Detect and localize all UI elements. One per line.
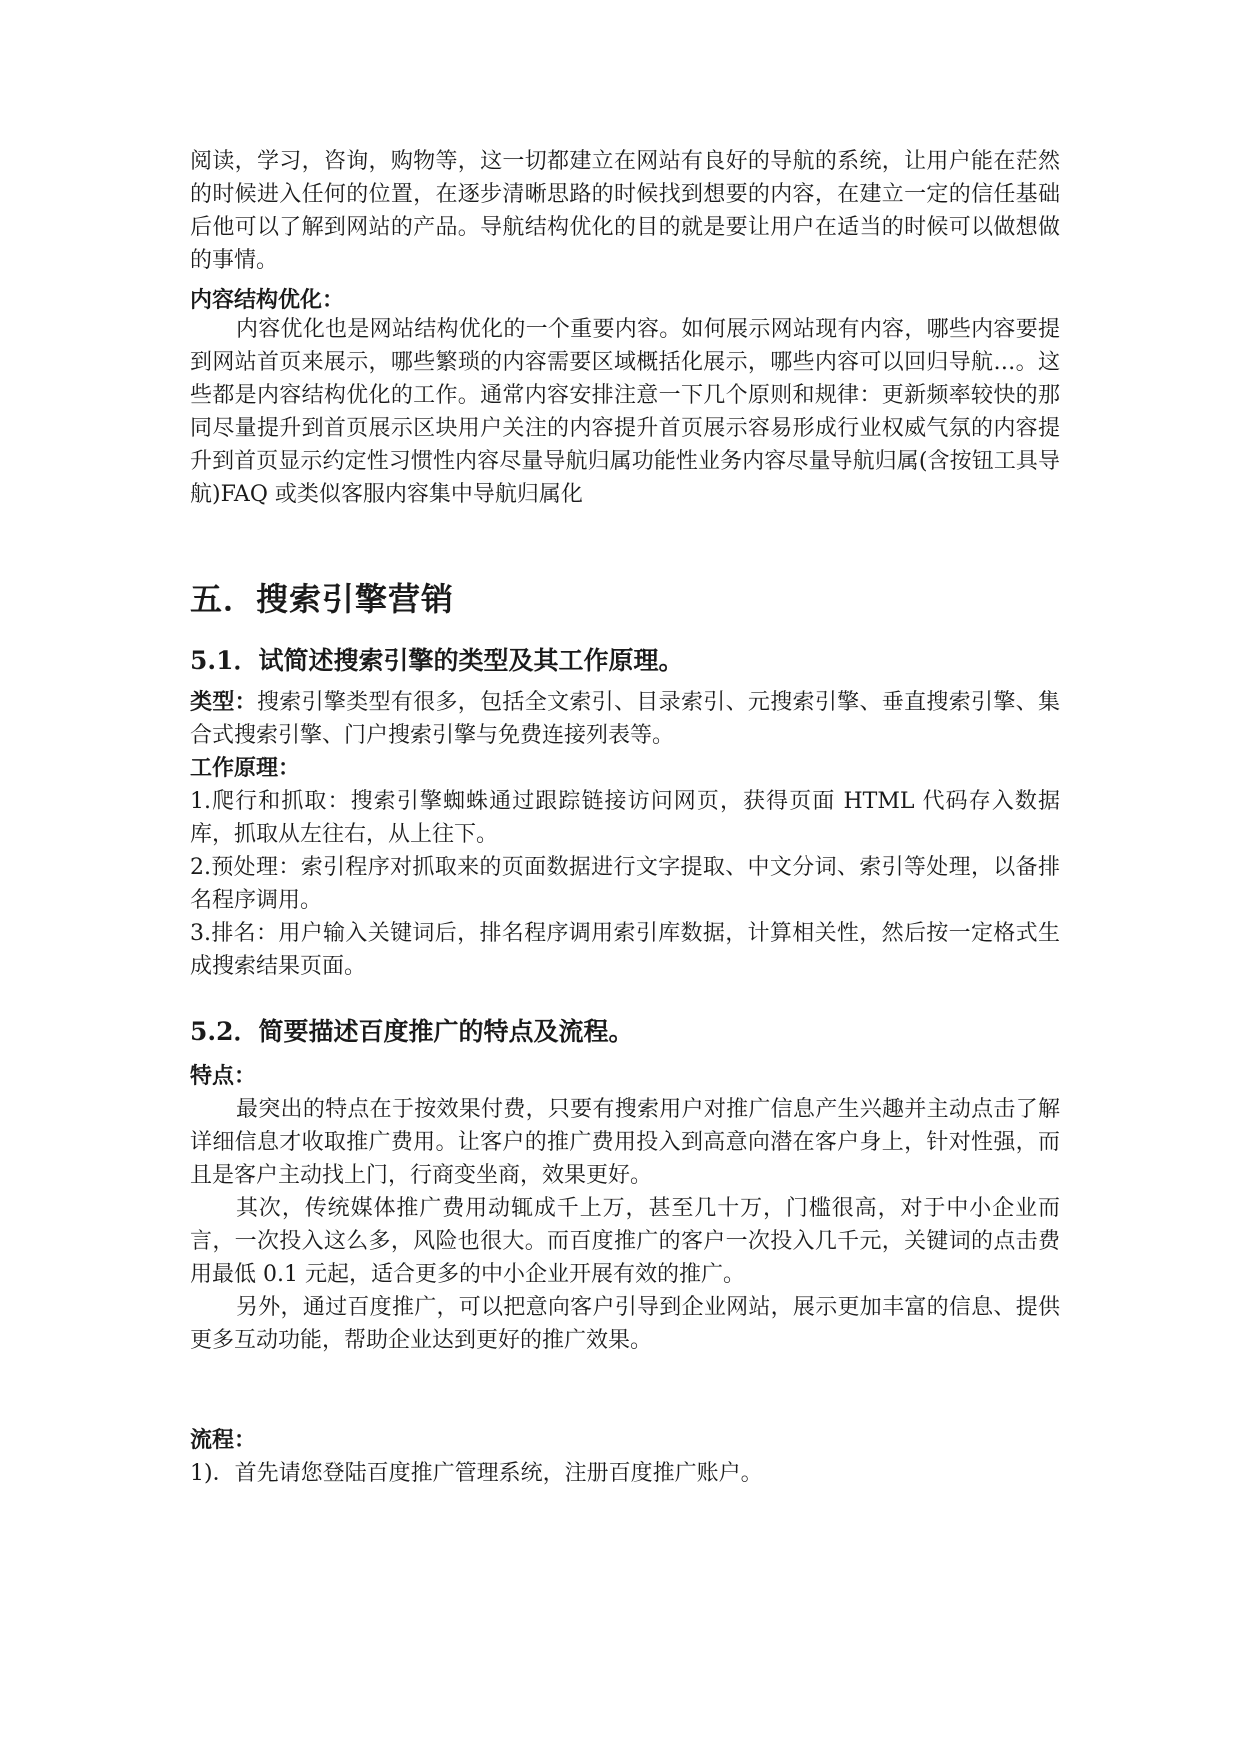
principle-label: 工作原理： [190, 755, 301, 781]
section-title: 五．搜索引擎营销 [190, 580, 455, 618]
step-crawl-paragraph [190, 785, 1060, 851]
process-label: 流程： [190, 1427, 257, 1453]
step-preprocess-label: 2.预处理： [190, 855, 301, 880]
content-optimization-paragraph: 内容优化也是网站结构优化的一个重要内容。如何展示网站现有内容，哪些内容要提到网站首页来展示，哪些繁琐的内容需要区域概括化展示，哪些内容可以回归导航…。这些都是内容结构优化的工作。通常内容安排注意一下几个原则和规律：更新频率较快的那同尽量提升到首页展示区块用户关注的内容提升首页展示容易形成行业权威气氛的内容提升到首页显示约定性习惯性内容尽量导航归属功能性业务内容尽量导航归属(含按钮工具导航)FAQ 或类似客服内容集中导航归属化 [190, 317, 1060, 507]
features-label: 特点： [190, 1063, 257, 1089]
question-5-2-title: 5.2．简要描述百度推广的特点及流程。 [190, 1017, 634, 1046]
types-label: 类型： [190, 689, 257, 715]
features-paragraph-1: 最突出的特点在于按效果付费，只要有搜索用户对推广信息产生兴趣并主动点击了解详细信息才收取推广费用。让客户的推广费用投入到高意向潜在客户身上，针对性强，而且是客户主动找上门，行商变坐商，效果更好。 [190, 1097, 1060, 1188]
question-5-1-title: 5.1．试简述搜索引擎的类型及其工作原理。 [190, 646, 684, 675]
step-crawl-label: 1.爬行和抓取： [190, 789, 351, 814]
navigation-paragraph: 阅读，学习，咨询，购物等，这一切都建立在网站有良好的导航的系统，让用户能在茫然的时候进入任何的位置，在逐步清晰思路的时候找到想要的内容，在建立一定的信任基础后他可以了解到网站的产品。导航结构优化的目的就是要让用户在适当的时候可以做想做的事情。 [190, 149, 1060, 273]
step-preprocess-text: 索引程序对抓取来的页面数据进行文字提取、中文分词、索引等处理，以备排名程序调用。 [190, 855, 1060, 913]
features-paragraph-3: 另外，通过百度推广，可以把意向客户引导到企业网站，展示更加丰富的信息、提供更多互动功能，帮助企业达到更好的推广效果。 [190, 1295, 1060, 1353]
content-optimization-heading: 内容结构优化： [190, 287, 345, 313]
process-step-1: 1)．首先请您登陆百度推广管理系统，注册百度推广账户。 [190, 1461, 763, 1486]
step-crawl-text: 搜索引擎蜘蛛通过跟踪链接访问网页，获得页面 HTML 代码存入数据库，抓取从左往右，从上往下。 [190, 789, 1060, 847]
types-paragraph [190, 686, 1060, 752]
types-text: 搜索引擎类型有很多，包括全文索引、目录索引、元搜索引擎、垂直搜索引擎、集合式搜索引擎、门户搜索引擎与免费连接列表等。 [190, 690, 1060, 748]
step-rank-paragraph: 3.排名：用户输入关键词后，排名程序调用索引库数据，计算相关性，然后按一定格式生成搜索结果页面。 [190, 921, 1060, 979]
step-preprocess-paragraph [190, 851, 1060, 917]
features-paragraph-2: 其次，传统媒体推广费用动辄成千上万，甚至几十万，门槛很高，对于中小企业而言，一次投入这么多，风险也很大。而百度推广的客户一次投入几千元，关键词的点击费用最低 0.1 元起，适合更多的中小企业开展有效的推广。 [190, 1196, 1060, 1287]
